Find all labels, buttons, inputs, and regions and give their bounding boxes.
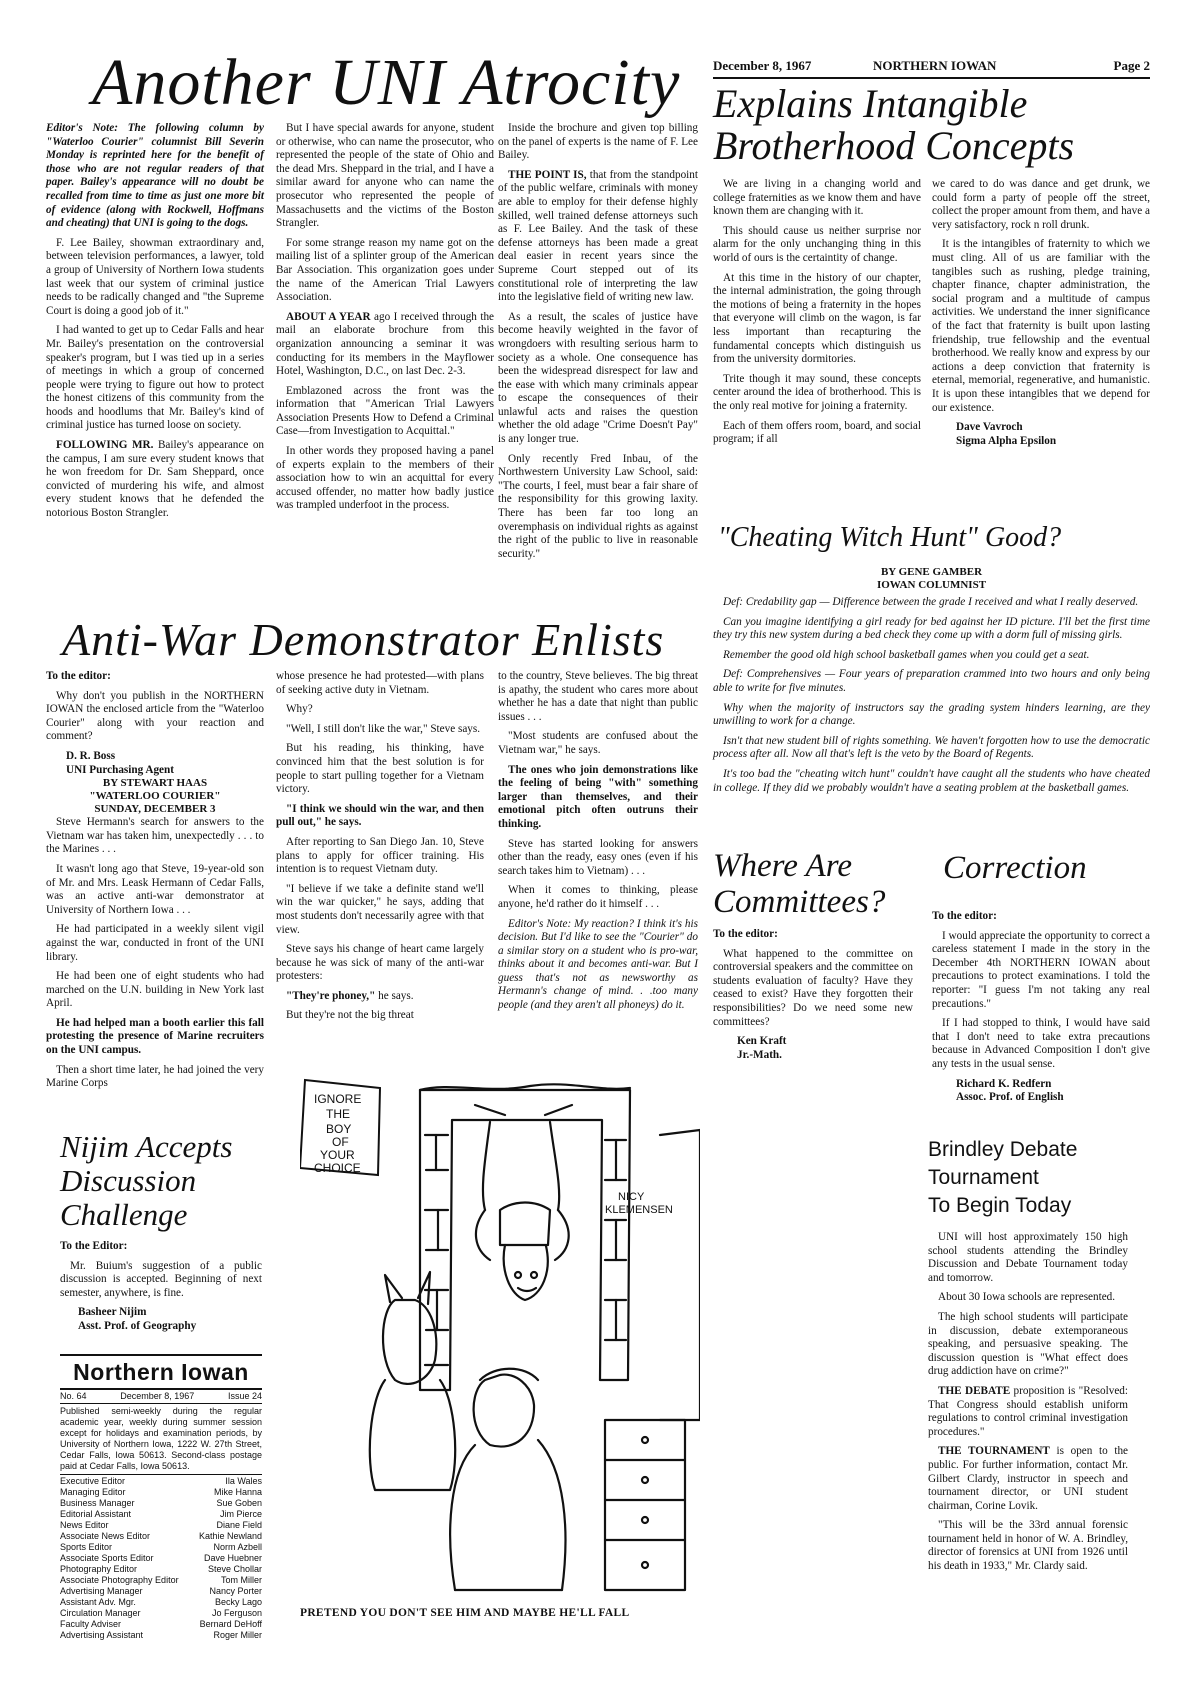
atrocity-para: For some strange reason my name got on the mailing list of a splinter group of the American Bar Association. This organization goes under the name of the American Trial Lawyers Association. [276, 236, 494, 304]
committees-signature-title: Jr.-Math. [737, 1048, 782, 1061]
cartoon-sign-line: THE [326, 1107, 350, 1121]
staff-role: Faculty Adviser [60, 1619, 122, 1629]
correction-body [932, 910, 1150, 1105]
cheating-para: Remember the good old high school basketball games when you could get a seat. [723, 648, 1090, 661]
brotherhood-col2 [932, 178, 1150, 448]
staff-role: Advertising Assistant [60, 1630, 144, 1640]
antiwar-col1 [46, 670, 264, 1097]
brotherhood-para: Each of them offers room, board, and social program; if all [713, 419, 921, 446]
staff-role: Associate Sports Editor [60, 1553, 154, 1563]
atrocity-para: F. Lee Bailey, showman extraordinary and, between television performances, a lawyer, told a group of University of Northern Iowa students last week that our system of criminal justice needs to be radically changed and "the Supreme Court is doing a good job of it." [46, 236, 264, 317]
cheating-para: Why when the majority of instructors say the grading system hinders learning, are they unwilling to work for a change. [713, 701, 1150, 728]
masthead-rule [60, 1474, 262, 1475]
staff-row [60, 1520, 262, 1531]
antiwar-headline: Anti-War Demonstrator Enlists [62, 614, 665, 665]
atrocity-lead: ABOUT A YEAR [286, 310, 371, 323]
staff-row [60, 1553, 262, 1564]
antiwar-byline: BY STEWART HAAS "WATERLOO COURIER" SUNDAY, DECEMBER 3 [89, 777, 221, 816]
antiwar-para: to the country, Steve believes. The big threat is apathy, the student who cares more about whether he has a date that night than public issues . . . [498, 670, 698, 723]
nijim-headline-2: Discussion [60, 1163, 197, 1198]
cheating-body [713, 596, 1150, 801]
staff-name: Ila Wales [225, 1476, 262, 1486]
atrocity-para: But I have special awards for anyone, student or otherwise, who can name the prosecutor, who represented the people of the state of Ohio and the dead Mrs. Sheppard in the trial, and I have a similar award for anyone who can name the prosecutor who represented the people of Massachusetts and the victims of the Boston Strangler. [276, 122, 494, 230]
atrocity-para: In other words they proposed having a panel of experts explain to the members of their association how to win an acquittal for every accused offender, no matter how badly justice was trampled underfoot in the process. [276, 445, 494, 512]
cartoon-signature-line: KLEMENSEN [605, 1204, 673, 1216]
staff-role: News Editor [60, 1520, 109, 1530]
header-page: Page 2 [1113, 58, 1150, 73]
antiwar-para: whose presence he had protested—with plans of seeking active duty in Vietnam. [276, 670, 484, 696]
correction-signature: Richard K. Redfern [956, 1077, 1052, 1090]
antiwar-para: "They're phoney," he says. [286, 989, 414, 1002]
cheating-headline: "Cheating Witch Hunt" Good? [718, 522, 1062, 553]
staff-role: Executive Editor [60, 1476, 126, 1486]
antiwar-col3 [498, 670, 698, 1019]
brotherhood-para: Trite though it may sound, these concepts center around the idea of brotherhood. This is the only real motive for joining a fraternity. [713, 372, 921, 412]
staff-name: Bernard DeHoff [199, 1619, 262, 1629]
header-paper: NORTHERN IOWAN [873, 58, 997, 73]
atrocity-para: Emblazoned across the front was the information that "American Trial Lawyers Association Presents How to Defend a Criminal Case—from Investigation to Acquittal." [276, 384, 494, 438]
masthead [60, 1354, 262, 1641]
antiwar-para: "I believe if we take a definite stand we'll win the war quicker," he says, adding that most students don't necessarily agree with that view. [276, 882, 484, 936]
staff-role: Managing Editor [60, 1487, 126, 1497]
atrocity-col1 [46, 122, 264, 527]
staff-name: Roger Miller [213, 1630, 262, 1640]
staff-role: Assistant Adv. Mgr. [60, 1597, 136, 1607]
antiwar-col2 [276, 670, 484, 1029]
antiwar-para: Steve says his change of heart came largely because he was sick of many of the anti-war protesters: [276, 943, 484, 983]
masthead-info: Published semi-weekly during the regular academic year, weekly during summer session except for holidays and examination periods, by University of Northern Iowa, 1222 W. 27th Street, Cedar Falls, Iowa 50613. Second-class postage paid at Cedar Falls, Iowa 50613. [60, 1406, 262, 1471]
staff-row [60, 1586, 262, 1597]
antiwar-para: It wasn't long ago that Steve, 19-year-old son of Mr. and Mrs. Leask Hermann of Cedar Falls, was an active anti-war demonstrator at University of Northern Iowa . . . [46, 862, 264, 916]
cartoon-signature [605, 1191, 673, 1216]
antiwar-salutation: To the editor: [46, 670, 111, 682]
correction-para: If I had stopped to think, I would have said that I don't need to take extra precautions because in Advanced Composition I don't give any tests in the usual sense. [932, 1017, 1150, 1070]
nijim-letter: Mr. Buium's suggestion of a public discussion is accepted. Beginning of next semester, anywhere, is fine. [60, 1259, 262, 1299]
committees-letter: What happened to the committee on controversial speakers and the committee on students evaluation of faculty? Have they ceased to exist? Have they forgotten their responsibilities? Do we need some new committees? [713, 947, 913, 1028]
antiwar-para: He had participated in a weekly silent vigil against the war, conducted in front of the UNI library. [46, 923, 264, 963]
committees-headline-1: Where Are [713, 848, 852, 884]
antiwar-para: When it comes to thinking, please anyone, he'd rather do it himself . . . [498, 884, 698, 910]
staff-row [60, 1564, 262, 1575]
brotherhood-headline-2: Brotherhood Concepts [713, 123, 1075, 168]
atrocity-headline: Another UNI Atrocity [92, 46, 681, 119]
staff-name: Jim Pierce [219, 1509, 262, 1519]
antiwar-para: He had helped man a booth earlier this fall protesting the presence of Marine recruiters on the UNI campus. [46, 1016, 264, 1057]
staff-row [60, 1619, 262, 1630]
staff-row [60, 1630, 262, 1641]
atrocity-para: ABOUT A YEAR ago I received through the mail an elaborate brochure from this organization announcing a seminar it was conducting for its members in the Mayflower Hotel, Washington, D.C., on last Dec. 2-3. [276, 310, 495, 378]
nijim-headline-3: Challenge [60, 1197, 188, 1232]
nijim-headline-1: Nijim Accepts [60, 1129, 233, 1164]
masthead-staff [60, 1476, 262, 1641]
atrocity-para: Inside the brochure and given top billing on the panel of experts is the name of F. Lee Bailey. [498, 122, 698, 162]
staff-name: Steve Chollar [207, 1564, 262, 1574]
brotherhood-para: We are living in a changing world and college fraternities as we know them and have known them are changing with it. [713, 178, 921, 218]
brindley-para: "This will be the 33rd annual forensic tournament held in honor of W. A. Brindley, director of forensics at UNI from 1926 until his death in 1933," Mr. Clardy said. [928, 1519, 1128, 1573]
cartoon-illustration [300, 1060, 700, 1600]
nijim-salutation: To the Editor: [60, 1240, 128, 1252]
masthead-no: No. 64 [60, 1391, 87, 1401]
masthead-issue: Issue 24 [227, 1391, 262, 1401]
masthead-rule [60, 1354, 262, 1356]
staff-name: Jo Ferguson [211, 1608, 262, 1618]
staff-name: Sue Goben [216, 1498, 262, 1508]
atrocity-para: Only recently Fred Inbau, of the Northwestern University Law School, said: "The courts, I feel, must bear a fair share of the responsibility for this growing laxity. There has been far too long an overemphasis on individual rights as against the right of the public to live in reasonable security." [498, 452, 698, 560]
nijim-body [60, 1240, 262, 1334]
staff-role: Associate News Editor [60, 1531, 151, 1541]
antiwar-signature-title: UNI Purchasing Agent [66, 763, 174, 776]
brotherhood-headline-1: Explains Intangible [713, 81, 1028, 126]
antiwar-para: But they're not the big threat [286, 1009, 414, 1022]
staff-name: Mike Hanna [213, 1487, 262, 1497]
antiwar-para: But his reading, his thinking, have convinced him that the best solution is for people to start pulling together for a Vietnam victory. [276, 742, 484, 796]
staff-row [60, 1509, 262, 1520]
cheating-para: Can you imagine identifying a girl ready for bed against her ID picture. I'll bet the first time they try this new system during a bed check they come up with a dorm full of missing girls. [713, 615, 1150, 642]
nijim-signature-title: Asst. Prof. of Geography [78, 1319, 197, 1332]
antiwar-para: Steve Hermann's search for answers to the Vietnam war has taken him, unexpectedly . . . to the Marines . . . [46, 816, 264, 856]
masthead-issue-line [60, 1390, 262, 1403]
staff-role: Photography Editor [60, 1564, 138, 1574]
antiwar-para: After reporting to San Diego Jan. 10, Steve plans to apply for officer training. His intention is to request Vietnam duty. [276, 835, 484, 876]
brindley-para: UNI will host approximately 150 high school students attending the Brindley Discussion and Debate Tournament today and tomorrow. [928, 1231, 1128, 1284]
brindley-headline [928, 1136, 1077, 1220]
cartoon-sign-line: CHOICE [314, 1161, 361, 1175]
brotherhood-signature-org: Sigma Alpha Epsilon [956, 434, 1057, 447]
atrocity-editors-note: Editor's Note: The following column by "Waterloo Courier" columnist Bill Severin Monday is reprinted here for the benefit of those who are not regular readers of that paper. Bailey's appearance will no doubt be recalled from time to time as just one more bit of evidence (along with Rockwell, Hoffmans and cheating) that UNI is going to the dogs. [46, 122, 264, 230]
staff-row [60, 1531, 262, 1542]
atrocity-col2 [276, 122, 494, 519]
brotherhood-para: It is the intangibles of fraternity to which we must cling. All of us are familiar with the tangibles such as rushing, pledge training, chapter finance, chapter administration, the social program and a multitude of campus activities. We understand the inner significance of the fact that fraternity is built upon lasting friendship, true fellowship and the eventual brotherhood. We really know and express by our actions a deep conviction that fraternity is eternal, memorial, regenerative, and humanistic. It is upon these intangibles that we depend for our existence. [932, 238, 1150, 414]
committees-signature: Ken Kraft [737, 1035, 787, 1048]
antiwar-para: "Well, I still don't like the war," Steve says. [286, 722, 481, 735]
atrocity-lead: THE POINT IS, [508, 168, 587, 181]
antiwar-para: The ones who join demonstrations like the feeling of being "with" something larger than themselves, and their emotional pitch often outruns their thinking. [498, 763, 698, 830]
masthead-date: December 8, 1967 [120, 1391, 195, 1401]
brindley-headline-3: To Begin Today [928, 1194, 1072, 1217]
correction-headline: Correction [943, 850, 1087, 886]
antiwar-para: Why? [286, 703, 313, 716]
staff-name: Nancy Porter [209, 1586, 262, 1596]
atrocity-para: I had wanted to get up to Cedar Falls and hear Mr. Bailey's presentation on the controversial speaker's program, but I was tied up in a series of meetings in which a group of concerned people were trying to figure out how to protect the honest citizens of this community from the hoods and hoodlums that Mr. Bailey's kind of criminal justice has turned loose on society. [46, 324, 264, 432]
brotherhood-col1 [713, 178, 921, 453]
staff-row [60, 1608, 262, 1619]
cheating-para: It's too bad the "cheating witch hunt" couldn't have caught all the students who have cheated in college. If they did we probably wouldn't have a seating problem at the basketball games. [713, 767, 1150, 794]
brotherhood-signature: Dave Vavroch [956, 421, 1023, 434]
staff-row [60, 1575, 262, 1586]
antiwar-signature: D. R. Boss [66, 749, 116, 762]
correction-para: I would appreciate the opportunity to correct a careless statement I made in the story in the December 4th NORTHERN IOWAN about precautions to protect examinations. I told the reporter: "I guess I'm not taking any real precautions." [932, 929, 1150, 1010]
staff-row [60, 1476, 262, 1487]
brindley-body [928, 1231, 1128, 1580]
cheating-para: Def: Comprehensives — Four years of preparation crammed into two hours and only being able to write for five minutes. [713, 668, 1150, 694]
atrocity-para: As a result, the scales of justice have become heavily weighted in the favor of wrongdoers with resulting serious harm to society as a whole. One consequence has been the widespread disrespect for law and the ease with which many criminals appear to escape the consequences of their unlawful acts and raises the question whether the old adage "Crime Doesn't Pay" is any longer true. [498, 310, 698, 446]
staff-row [60, 1542, 262, 1553]
header-date: December 8, 1967 [713, 58, 812, 73]
staff-name: Kathie Newland [198, 1531, 262, 1541]
antiwar-para: "Most students are confused about the Vietnam war," he says. [498, 730, 698, 756]
staff-role: Sports Editor [60, 1542, 113, 1552]
brindley-para: About 30 Iowa schools are represented. [938, 1291, 1116, 1304]
cartoon-sign-line: BOY [326, 1122, 352, 1136]
cartoon-sign-line: IGNORE [314, 1092, 362, 1106]
page-header [713, 58, 1150, 76]
staff-name: Becky Lago [214, 1597, 262, 1607]
masthead-name: Northern Iowan [73, 1359, 249, 1385]
antiwar-para: He had been one of eight students who had marched on the U.N. building in New York last April. [46, 970, 264, 1010]
masthead-rule [60, 1403, 262, 1404]
staff-name: Diane Field [216, 1520, 262, 1530]
staff-row [60, 1487, 262, 1498]
atrocity-para: FOLLOWING MR. Bailey's appearance on the campus, I am sure every student knows that he won freedom for Dr. Sam Sheppard, once convicted of murdering his wife, and almost every student knows that he defended the notorious Boston Strangler. [46, 439, 265, 520]
atrocity-para: THE POINT IS, that from the standpoint of the public welfare, criminals with money are able to employ for their defense highly skilled, well trained defense attorneys such as F. Lee Bailey. And the task of these defense attorneys has been made a great deal easier in recent years since the Supreme Court stepped out of its constitutional role of interpreting the law into the legislative field of writing new law. [498, 168, 698, 304]
cartoon-signature-line: NICY [618, 1191, 645, 1203]
committees-headline-2: Committees? [713, 884, 886, 920]
correction-salutation: To the editor: [932, 910, 997, 922]
antiwar-letter: Why don't you publish in the NORTHERN IOWAN the enclosed article from the "Waterloo Courier" along with your reaction and comment? [46, 689, 264, 743]
staff-role: Circulation Manager [60, 1608, 141, 1618]
staff-row [60, 1597, 262, 1608]
brindley-headline-2: Tournament [928, 1166, 1039, 1189]
cartoon-sign [300, 1080, 380, 1175]
atrocity-col3 [498, 122, 698, 567]
atrocity-lead: FOLLOWING MR. [56, 439, 154, 452]
brindley-para: THE TOURNAMENT is open to the public. For further information, contact Mr. Gilbert Clardy, instructor in speech and tournament director, or UNI student chairman, Corine Lovik. [928, 1445, 1128, 1512]
cartoon-caption: PRETEND YOU DON'T SEE HIM AND MAYBE HE'LL FALL [300, 1607, 630, 1619]
cheating-byline: BY GENE GAMBER IOWAN COLUMNIST [876, 566, 987, 591]
masthead-rule [60, 1388, 262, 1390]
antiwar-para: "I think we should win the war, and then pull out," he says. [276, 802, 484, 829]
antiwar-para: Then a short time later, he had joined the very Marine Corps [46, 1063, 264, 1090]
nijim-signature: Basheer Nijim [78, 1306, 147, 1319]
cartoon-sign-line: YOUR [320, 1148, 355, 1162]
brindley-para: The high school students will participate in discussion, debate extemporaneous speaking, and persuasive speaking. The discussion question is "What effect does drug addiction have on crime?" [928, 1310, 1128, 1378]
antiwar-para: Steve has started looking for answers other than the ready, easy ones (even if his search takes him to Vietnam) . . . [498, 837, 698, 877]
staff-row [60, 1498, 262, 1509]
cheating-para: Isn't that new student bill of rights something. We haven't forgotten how to use the democratic process after all. Now all that's left is the veto by the Board of Regents. [713, 734, 1150, 761]
staff-role: Business Manager [60, 1498, 135, 1508]
cheating-para: Def: Credability gap — Difference between the grade I received and what I really deserved. [723, 596, 1139, 608]
staff-name: Tom Miller [220, 1575, 262, 1585]
committees-body [713, 928, 913, 1062]
brindley-para: THE DEBATE proposition is "Resolved: That Congress should establish uniform regulations to control criminal investigation procedures." [928, 1384, 1128, 1438]
committees-salutation: To the editor: [713, 928, 778, 940]
staff-role: Associate Photography Editor [60, 1575, 179, 1585]
brindley-headline-1: Brindley Debate [928, 1138, 1078, 1161]
antiwar-editors-note: Editor's Note: My reaction? I think it's his decision. But I'd like to see the "Courier" do a similar story on a student who is pro-war, thinks about it and becomes anti-war. But I guess that's not as newsworthy as Hermann's change of mind. . .too many people (and they aren't all phoneys) do it. [498, 917, 698, 1012]
staff-role: Editorial Assistant [60, 1509, 132, 1519]
brotherhood-para: At this time in the history of our chapter, the internal administration, the going through the motions of being a fraternity in the hopes that everyone will climb on the wagon, is far less important than recapturing the fundamental concepts which distinguish us from the university dormitories. [713, 271, 921, 366]
staff-name: Norm Azbell [213, 1542, 262, 1552]
brotherhood-para: This should cause us neither surprise nor alarm for the only unchanging thing in this world of ours is the certaintity of change. [713, 224, 921, 264]
header-rule [713, 77, 1150, 79]
cartoon-sign-line: OF [332, 1135, 349, 1149]
brotherhood-para: we cared to do was dance and get drunk, we could form a party of people off the street, collect the proper amount from them, and have a very satisfactory, rock n roll drunk. [932, 178, 1150, 231]
staff-name: Dave Huebner [203, 1553, 262, 1563]
correction-signature-title: Assoc. Prof. of English [956, 1091, 1064, 1104]
staff-role: Advertising Manager [60, 1586, 143, 1596]
